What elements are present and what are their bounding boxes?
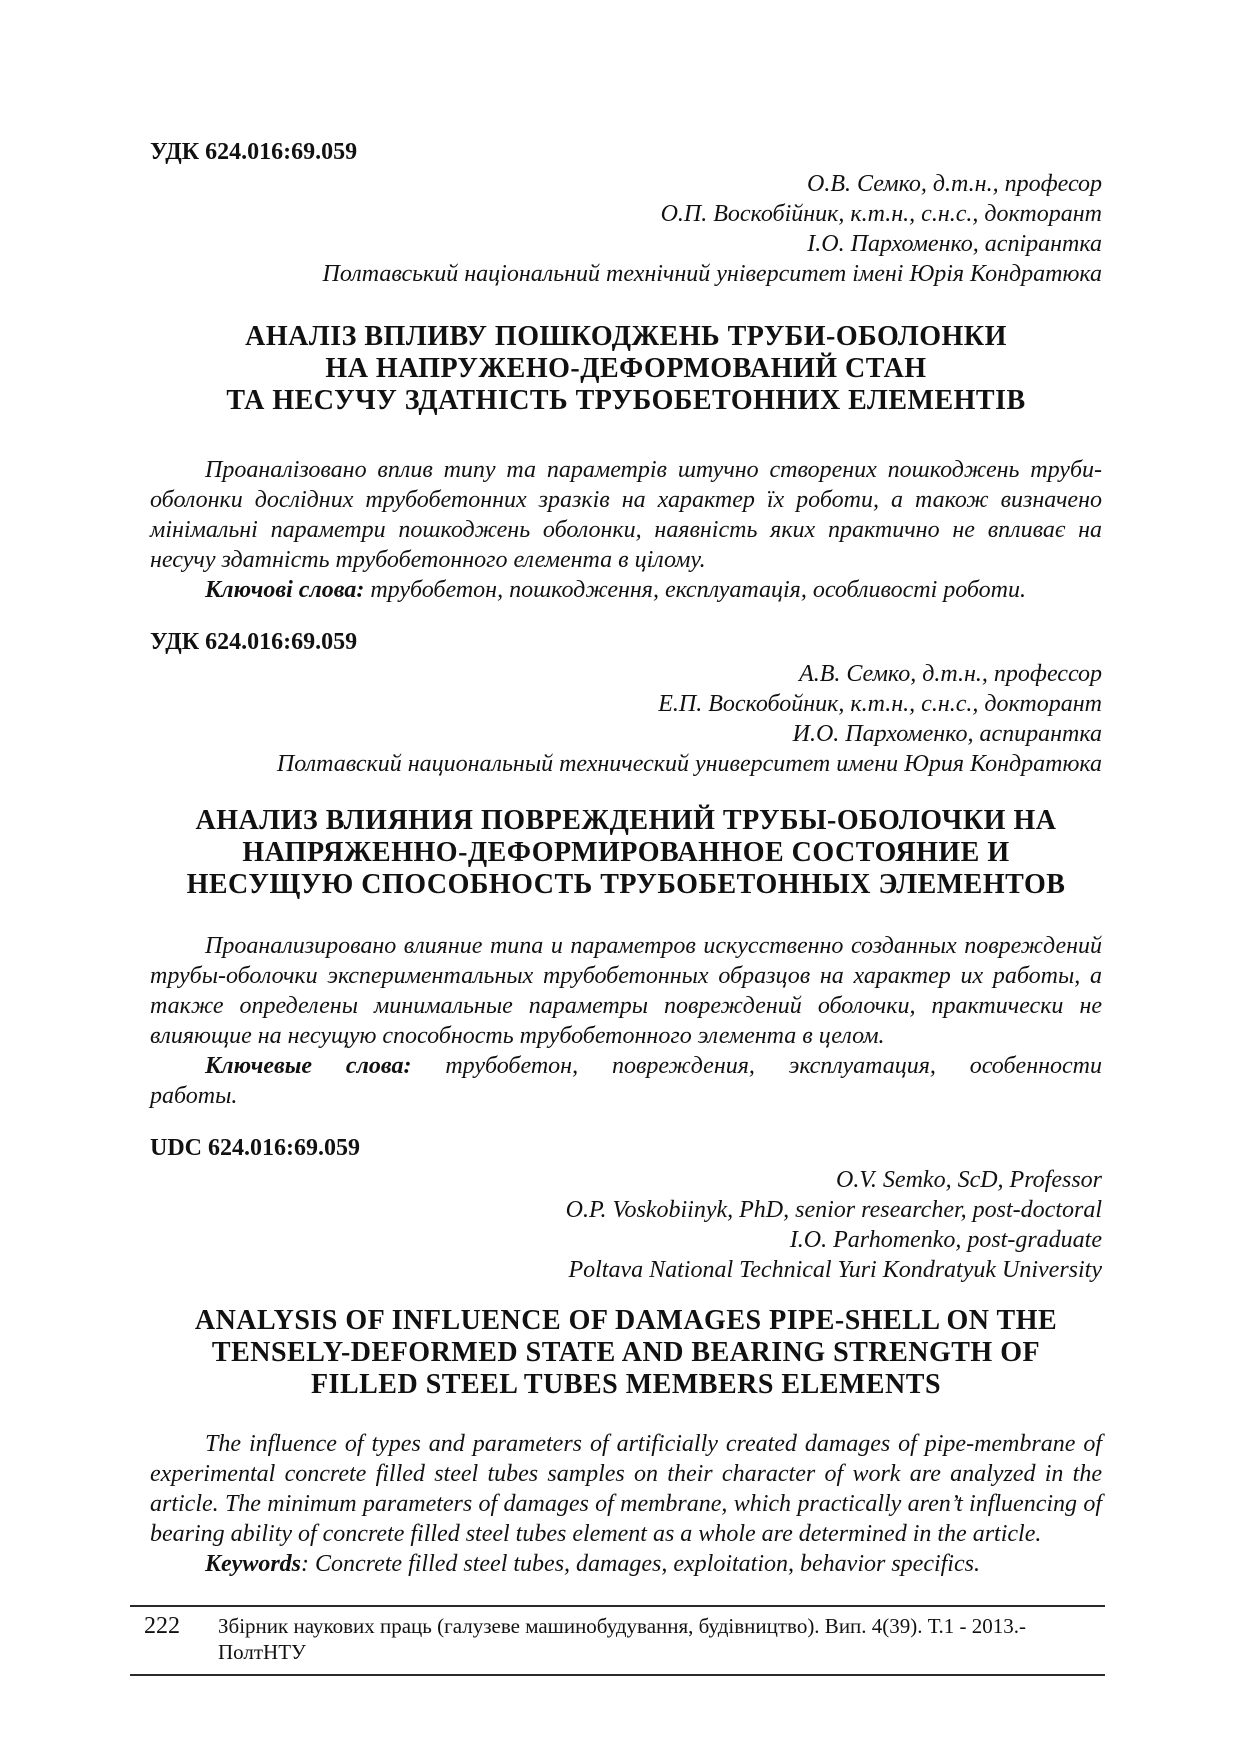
abstract-en: The influence of types and parameters of artificially created damages of pipe-membrane of experimental concrete filled steel tubes samples on their character of work are analyzed in the article. The minimum parameters of damages of membrane, which practically aren’t influencing of bearing ability of concrete filled steel tubes element as a whole are determined in the article. xyxy=(150,1431,1102,1547)
authors-block-ua xyxy=(150,169,1102,289)
author-line: I.O. Parhomenko, post-graduate xyxy=(789,1227,1102,1253)
page-content xyxy=(150,137,1102,1579)
affiliation-line: Полтавський національний технічний університет імені Юрія Кондратюка xyxy=(322,261,1102,287)
article-title-ru xyxy=(150,805,1102,901)
keywords-label: Ключевые слова: xyxy=(205,1053,412,1079)
author-line: І.О. Пархоменко, аспірантка xyxy=(807,231,1102,257)
title-line: FILLED STEEL TUBES MEMBERS ELEMENTS xyxy=(310,1369,942,1400)
author-line: O.V. Semko, ScD, Professor xyxy=(836,1167,1102,1193)
keywords-label: Keywords xyxy=(205,1551,301,1577)
title-line: НА НАПРУЖЕНО-ДЕФОРМОВАНИЙ СТАН xyxy=(325,353,927,384)
abstract-ru: Проанализировано влияние типа и параметров искусственно созданных повреждений трубы-оболочки экспериментальных трубобетонных образцов на характер их работы, а также определены минимальные параметры повреждений оболочки, практически не влияющие на несущую способность трубобетонного элемента в целом. xyxy=(150,933,1102,1049)
title-line: ANALYSIS OF INFLUENCE OF DAMAGES PIPE-SHELL ON THE xyxy=(194,1305,1058,1336)
keywords-en xyxy=(150,1549,1102,1579)
author-line: Е.П. Воскобойник, к.т.н., с.н.с., докторант xyxy=(658,691,1102,717)
keywords-ru xyxy=(150,1051,1102,1111)
keywords-text: трубобетон, повреждения, эксплуатация, особенности работы. xyxy=(150,1053,1103,1109)
udc-code-ru: УДК 624.016:69.059 xyxy=(150,629,358,655)
title-line: ТА НЕСУЧУ ЗДАТНІСТЬ ТРУБОБЕТОННИХ ЕЛЕМЕНТІВ xyxy=(226,385,1026,416)
page-footer xyxy=(130,1605,1105,1676)
author-line: И.О. Пархоменко, аспирантка xyxy=(792,721,1102,747)
affiliation-line: Poltava National Technical Yuri Kondratyuk University xyxy=(568,1257,1102,1283)
udc-code-ua: УДК 624.016:69.059 xyxy=(150,139,358,165)
journal-reference: Збірник наукових праць (галузеве машинобудування, будівництво). Вип. 4(39). Т.1 - 2013.- ПолтНТУ xyxy=(218,1614,1026,1664)
abstract-ua: Проаналізовано вплив типу та параметрів штучно створених пошкоджень труби-оболонки дослідних трубобетонних зразків на характер їх роботи, а також визначено мінімальні параметри пошкоджень оболонки, наявність яких практично не впливає на несучу здатність трубобетонного елемента в цілому. xyxy=(150,457,1102,573)
title-line: АНАЛІЗ ВПЛИВУ ПОШКОДЖЕНЬ ТРУБИ-ОБОЛОНКИ xyxy=(245,321,1007,352)
section-russian xyxy=(150,627,1102,1111)
author-line: О.В. Семко, д.т.н., професор xyxy=(807,171,1102,197)
title-line: АНАЛИЗ ВЛИЯНИЯ ПОВРЕЖДЕНИЙ ТРУБЫ-ОБОЛОЧКИ НА xyxy=(195,805,1057,836)
keywords-label: Ключові слова: xyxy=(205,577,365,603)
authors-block-ru xyxy=(150,659,1102,779)
article-title-ua xyxy=(150,321,1102,417)
keywords-text: трубобетон, пошкодження, експлуатація, особливості роботи. xyxy=(364,577,1027,603)
section-english xyxy=(150,1133,1102,1579)
udc-code-en: UDC 624.016:69.059 xyxy=(150,1135,360,1161)
keywords-text: : Concrete filled steel tubes, damages, exploitation, behavior specifics. xyxy=(301,1551,980,1577)
page-number: 222 xyxy=(144,1613,180,1639)
author-line: А.В. Семко, д.т.н., профессор xyxy=(799,661,1102,687)
affiliation-line: Полтавский национальный технический университет имени Юрия Кондратюка xyxy=(276,751,1102,777)
title-line: НАПРЯЖЕННО-ДЕФОРМИРОВАННОЕ СОСТОЯНИЕ И xyxy=(242,837,1010,868)
keywords-ua xyxy=(150,575,1102,605)
article-title-en xyxy=(150,1305,1102,1401)
author-line: О.П. Воскобійник, к.т.н., с.н.с., докторант xyxy=(660,201,1102,227)
author-line: O.P. Voskobiinyk, PhD, senior researcher, post-doctoral xyxy=(565,1197,1102,1223)
title-line: НЕСУЩУЮ СПОСОБНОСТЬ ТРУБОБЕТОННЫХ ЭЛЕМЕНТОВ xyxy=(186,869,1066,900)
section-ukrainian xyxy=(150,137,1102,605)
authors-block-en xyxy=(150,1165,1102,1285)
title-line: TENSELY-DEFORMED STATE AND BEARING STRENGTH OF xyxy=(211,1337,1041,1368)
